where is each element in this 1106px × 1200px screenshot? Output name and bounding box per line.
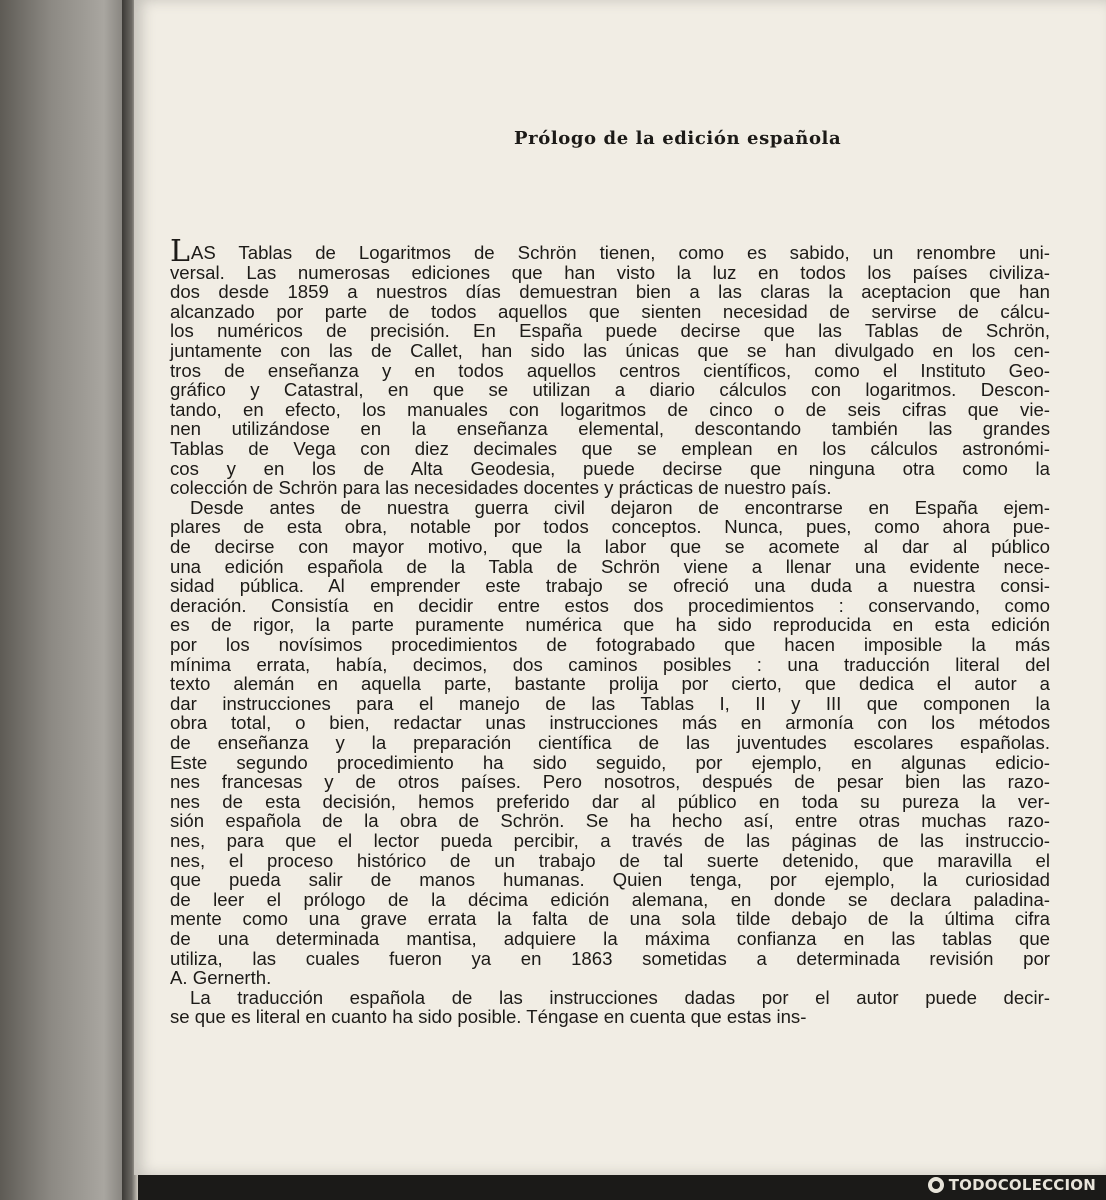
text-line: es de rigor, la parte puramente numérica que ha sido reproducida en esta edición [170,614,1050,636]
text-line: La traducción española de las instrucciones dadas por el autor puede decir- [190,986,1050,1008]
watermark [928,1176,1096,1194]
text-line: nes, el proceso histórico de un trabajo de tal suerte detenido, que maravilla el [170,849,1050,871]
text-line: los numéricos de precisión. En España puede decirse que las Tablas de Schrön, [170,320,1050,342]
text-line: utiliza, las cuales fueron ya en 1863 sometidas a determinada revisión por [170,947,1050,969]
text-line: se que es literal en cuanto ha sido posible. Téngase en cuenta que estas ins- [170,1006,807,1028]
facing-page-edge [0,0,130,1200]
text-line: alcanzado por parte de todos aquellos que sienten necesidad de servirse de cálcu- [170,300,1050,322]
watermark-logo-icon [928,1177,944,1193]
text-line: de leer el prólogo de la décima edición alemana, en donde se declara paladina- [170,888,1050,910]
text-line: colección de Schrön para las necesidades docentes y prácticas de nuestro país. [170,477,832,499]
text-line: sión española de la obra de Schrön. Se ha hecho así, entre otras muchas razo- [170,810,1050,832]
text-line: tros de enseñanza y en todos aquellos centros científicos, como el Instituto Geo- [170,359,1050,381]
text-line: mente como una grave errata la falta de una sola tilde debajo de la última cifra [170,908,1050,930]
text-line: de una determinada mantisa, adquiere la máxima confianza en las tablas que [170,928,1050,949]
text-line: de decirse con mayor motivo, que la labor que se acomete al dar al público [170,536,1050,557]
text-line: nen utilizándose en la enseñanza elemental, descontando también las grandes [170,418,1050,440]
text-line: por los novísimos procedimientos de fotograbado que hacen imposible la más [170,634,1050,655]
text-line: gráfico y Catastral, en que se utilizan a diario cálculos con logaritmos. Descon- [170,379,1050,401]
text-line: plares de esta obra, notable por todos conceptos. Nunca, pues, como ahora pue- [170,516,1050,538]
text-line: una edición española de la Tabla de Schrön viene a llenar una evidente nece- [170,555,1050,577]
text-line: juntamente con las de Callet, han sido las únicas que se han divulgado en los cen- [170,340,1050,361]
text-line: mínima errata, había, decimos, dos caminos posibles : una traducción literal del [170,653,1050,675]
text-line: dar instrucciones para el manejo de las Tablas I, II y III que componen la [170,692,1050,714]
text-line: cos y en los de Alta Geodesia, puede decirse que ninguna otra como la [170,457,1050,479]
text-line: obra total, o bien, redactar unas instrucciones más en armonía con los métodos [170,712,1050,734]
text-line: Tablas de Vega con diez decimales que se emplean en los cálculos astronómi- [170,438,1050,459]
drop-cap: L [170,234,190,269]
text-line: de enseñanza y la preparación científica de las juventudes escolares españolas. [170,732,1050,753]
text-line: versal. Las numerosas ediciones que han visto la luz en todos los países civiliza- [170,261,1050,283]
text-line: nes francesas y de otros países. Pero nosotros, después de pesar bien las razo- [170,771,1050,793]
watermark-text: TODOCOLECCION [948,1176,1096,1194]
text-line: dos desde 1859 a nuestros días demuestran bien a las claras la aceptacion que han [170,281,1050,303]
text-line: tando, en efecto, los manuales con logaritmos de cinco o de seis cifras que vie- [170,398,1050,420]
text-line: sidad pública. Al emprender este trabajo se ofreció una duda a nuestra consi- [170,575,1050,597]
text-line: Desde antes de nuestra guerra civil dejaron de encontrarse en España ejem- [190,496,1050,518]
text-line: deración. Consistía en decidir entre estos dos procedimientos : conservando, como [170,594,1050,616]
text-line: nes, para que el lector pueda percibir, a través de las páginas de las instruccio- [170,830,1050,851]
text-line: A. Gernerth. [170,967,272,989]
text-line: Este segundo procedimiento ha sido seguido, por ejemplo, en algunas edicio- [170,751,1050,773]
text-line: nes de esta decisión, hemos preferido dar al público en toda su pureza la ver- [170,790,1050,812]
book-page [134,0,1106,1175]
page-title: Prólogo de la edición española [514,128,842,149]
text-line: texto alemán en aquella parte, bastante prolija por cierto, que dedica el autor a [170,673,1050,695]
text-line: que pueda salir de manos humanas. Quien tenga, por ejemplo, la curiosidad [170,869,1050,891]
text-line: LAS Tablas de Logaritmos de Schrön tienen, como es sabido, un renombre uni- [170,234,1050,269]
